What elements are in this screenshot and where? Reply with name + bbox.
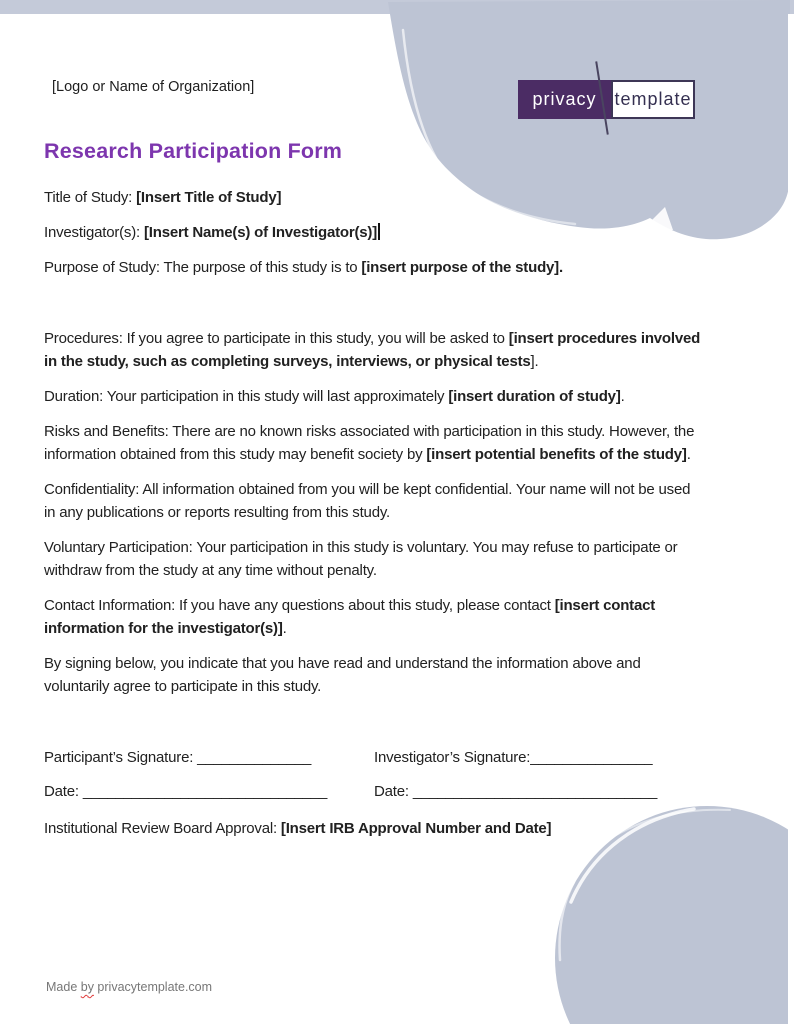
- logo-template-box: template: [611, 80, 695, 119]
- paragraph-duration: [44, 385, 764, 408]
- body-text: Purpose of Study: The purpose of this study is to: [44, 259, 362, 276]
- placeholder-bold-text: [Insert Title of Study]: [136, 189, 282, 206]
- body-text: Institutional Review Board Approval:: [44, 820, 281, 837]
- paragraph-by-signing: [44, 652, 764, 698]
- form-body: [44, 186, 764, 840]
- logo-privacy-box: privacy: [518, 80, 611, 119]
- body-text: Risks and Benefits: There are no known risks associated with participation in this study. However, the: [44, 423, 695, 440]
- footer-misspelled-word: by: [80, 980, 94, 994]
- irb-approval-section: [44, 817, 764, 840]
- placeholder-bold-text: [insert procedures involved: [508, 330, 701, 347]
- paragraph-irb-approval: [44, 817, 764, 840]
- placeholder-bold-text: in the study, such as completing surveys, interviews, or physical tests: [44, 353, 531, 370]
- paragraph-procedures: [44, 327, 764, 373]
- body-text: Contact Information: If you have any questions about this study, please contact: [44, 597, 555, 614]
- organization-name-placeholder: [Logo or Name of Organization]: [52, 79, 255, 95]
- placeholder-bold-text: [insert purpose of the study].: [361, 259, 563, 276]
- paragraph-voluntary-participation: [44, 536, 764, 582]
- body-text: withdraw from the study at any time without penalty.: [44, 562, 377, 579]
- placeholder-bold-text: [insert contact: [554, 597, 656, 614]
- body-text: Confidentiality: All information obtained from you will be kept confidential. Your name will not be used: [44, 481, 691, 498]
- paragraph-risks-benefits: [44, 420, 764, 466]
- placeholder-bold-text: [Insert Name(s) of Investigator(s)]: [143, 224, 378, 241]
- body-text: voluntarily agree to participate in this study.: [44, 678, 322, 695]
- body-text: in any publications or reports resulting from this study.: [44, 504, 390, 521]
- placeholder-bold-text: [insert potential benefits of the study]: [426, 446, 687, 463]
- paragraph-contact-information: [44, 594, 764, 640]
- paragraph-confidentiality: [44, 478, 764, 524]
- placeholder-bold-text: [insert duration of study]: [448, 388, 621, 405]
- paragraph-title-of-study: [44, 186, 764, 209]
- participant-date-line: Date: ______________________________: [44, 783, 328, 800]
- body-text: Investigator(s):: [44, 224, 144, 241]
- paragraph-purpose: [44, 256, 764, 279]
- placeholder-bold-text: [Insert IRB Approval Number and Date]: [280, 820, 552, 837]
- investigator-date-line: Date: ______________________________: [374, 783, 658, 800]
- placeholder-bold-text: information for the investigator(s)]: [44, 620, 283, 637]
- footer-made-text: Made: [46, 980, 81, 994]
- body-text: ].: [530, 353, 539, 370]
- privacytemplate-logo: [518, 80, 695, 119]
- participant-signature-line: Participant’s Signature: ______________: [44, 749, 312, 766]
- body-text: Title of Study:: [44, 189, 137, 206]
- signature-block: [44, 746, 764, 803]
- paragraph-list: [44, 186, 764, 698]
- paragraph-investigators: [44, 221, 764, 244]
- footer-site-text: privacytemplate.com: [93, 980, 213, 994]
- investigator-signature-line: Investigator’s Signature:_______________: [374, 749, 653, 766]
- body-text: information obtained from this study may benefit society by: [44, 446, 427, 463]
- body-text: Duration: Your participation in this study will last approximately: [44, 388, 449, 405]
- body-text: .: [282, 620, 287, 637]
- body-text: Voluntary Participation: Your participation in this study is voluntary. You may refuse to participate or: [44, 539, 678, 556]
- page-title: Research Participation Form: [44, 139, 343, 163]
- text-cursor: [378, 223, 380, 240]
- body-text: By signing below, you indicate that you have read and understand the information above and: [44, 655, 641, 672]
- body-text: Procedures: If you agree to participate in this study, you will be asked to: [44, 330, 509, 347]
- body-text: .: [686, 446, 691, 463]
- body-text: .: [620, 388, 625, 405]
- footer-credit: [46, 980, 212, 994]
